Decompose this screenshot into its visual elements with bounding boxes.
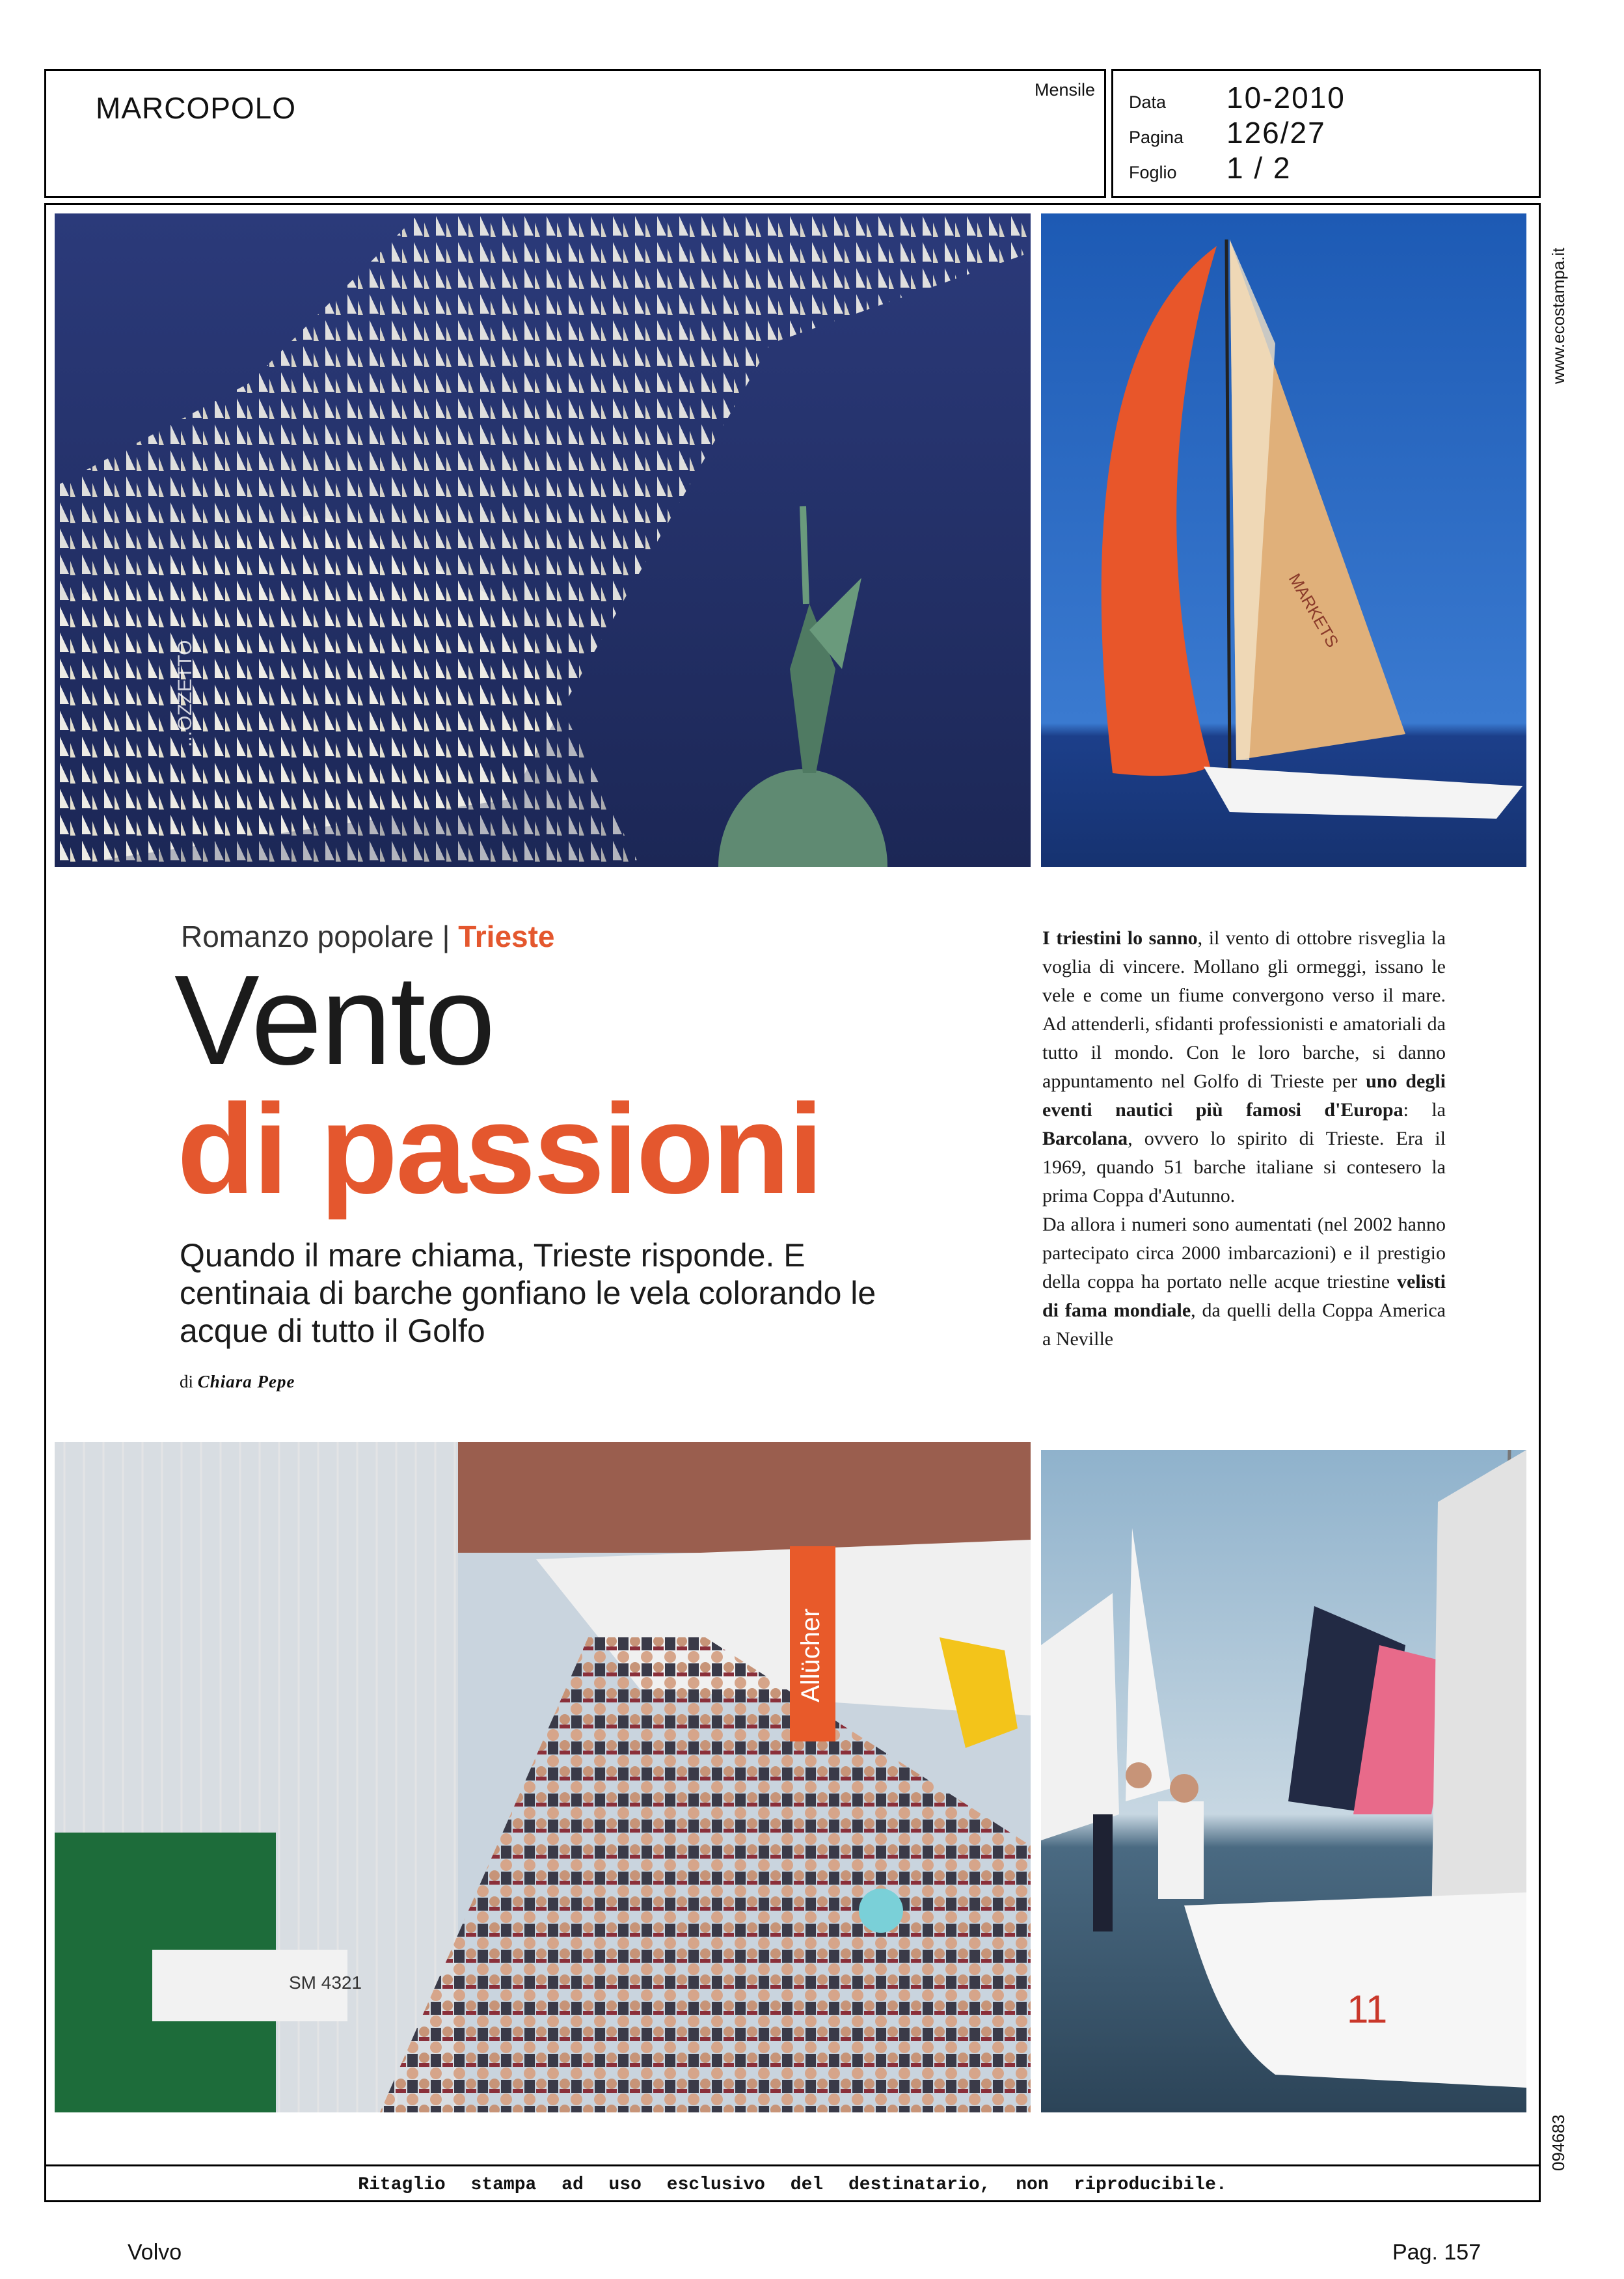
body-paragraph-1 xyxy=(1042,924,1446,1210)
spinnaker-sailboat-photo xyxy=(1041,213,1526,867)
body-bold-2: Barcolana xyxy=(1042,1128,1128,1149)
sheet-value: 1 / 2 xyxy=(1226,151,1292,185)
kicker-section: Romanzo popolare | xyxy=(181,920,450,953)
body-paragraph-2 xyxy=(1042,1210,1446,1354)
sheet-row xyxy=(1129,150,1292,185)
body-text-1b: : la xyxy=(1403,1099,1446,1121)
body-text-2a: Da allora i numeri sono aumentati (nel 2002 hanno partecipato circa 2000 imbarcazioni) e il prestigio della coppa ha portato nelle acque triestine xyxy=(1042,1214,1446,1292)
header-publication-box xyxy=(44,69,1106,198)
banner-text: Allücher xyxy=(796,1608,825,1702)
body-text-1c: , ovvero lo spirito di Trieste. Era il 1969, quando 51 barche italiane si contesero la prima Coppa d'Autunno. xyxy=(1042,1128,1446,1207)
racing-crew-photo xyxy=(1041,1450,1526,2112)
date-label: Data xyxy=(1129,92,1167,112)
header-meta-box xyxy=(1111,69,1541,198)
byline xyxy=(180,1372,295,1392)
boat-number: 11 xyxy=(1347,1987,1388,2031)
clipping-notice: Ritaglio stampa ad uso esclusivo del destinatario, non riproducibile. xyxy=(358,2175,1227,2195)
body-text-2b: , da quelli della Coppa America a Neville xyxy=(1042,1300,1446,1350)
date-row xyxy=(1129,80,1346,115)
page-value: 126/27 xyxy=(1226,116,1326,150)
spinnaker-text: MARKETS xyxy=(1284,570,1343,651)
title-line-1: Vento xyxy=(174,949,494,1091)
code-vertical: 094683 xyxy=(1549,2114,1568,2171)
page-label: Pagina xyxy=(1129,128,1184,147)
body-text-1a: , il vento di ottobre risveglia la voglia di vincere. Mollano gli ormeggi, issano le vele e come un fiume convergono verso il mare. Ad attenderli, sfidanti professionisti e amatoriali da tutto il mondo. Con le loro barche, si danno appuntamento nel Golfo di Trieste per xyxy=(1042,927,1446,1092)
website-vertical: www.ecostampa.it xyxy=(1549,247,1568,384)
brand-label: Volvo xyxy=(128,2240,182,2265)
body-lead: I triestini lo sanno xyxy=(1042,927,1198,949)
footer-divider xyxy=(44,2164,1541,2166)
title-line-2: di passioni xyxy=(177,1078,822,1220)
hull-mark-text: SM 4321 xyxy=(289,1972,362,1993)
frequency-label: Mensile xyxy=(1034,80,1095,100)
body-bold-1: uno degli eventi nautici più famosi d'Europa xyxy=(1042,1071,1446,1121)
article-body xyxy=(1042,924,1446,1354)
subtitle: Quando il mare chiama, Trieste risponde. E centinaia di barche gonfiano le vela colorando le acque di tutto il Golfo xyxy=(180,1237,876,1349)
kicker-city: Trieste xyxy=(458,920,555,953)
regatta-aerial-photo xyxy=(55,213,1031,867)
body-bold-3: velisti di fama mondiale xyxy=(1042,1271,1446,1321)
marina-crowd-photo xyxy=(55,1442,1031,2112)
photo-credit: ...OZZETTO xyxy=(174,640,196,747)
page-row xyxy=(1129,115,1326,150)
byline-prefix: di xyxy=(180,1372,194,1391)
author-name: Chiara Pepe xyxy=(197,1372,295,1391)
sheet-label: Foglio xyxy=(1129,163,1177,182)
date-value: 10-2010 xyxy=(1226,81,1346,115)
page-number: Pag. 157 xyxy=(1392,2240,1482,2265)
publication-name: MARCOPOLO xyxy=(96,91,297,125)
